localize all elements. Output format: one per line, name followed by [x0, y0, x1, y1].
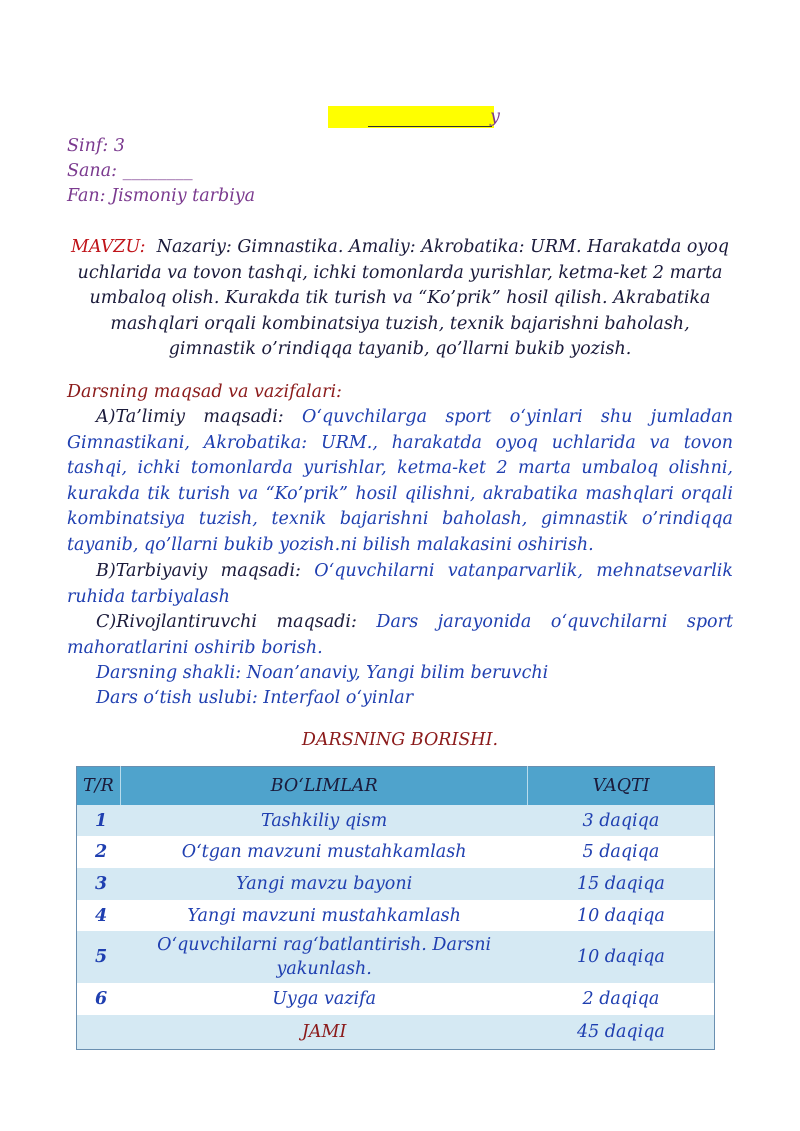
- meta-fan: Fan: Jismoniy tarbiya: [67, 186, 256, 206]
- objective-b-label: B)Tarbiyaviy maqsadi:: [96, 561, 301, 581]
- row-time: 3 daqiqa: [528, 805, 715, 836]
- lesson-form: Darsning shakli: Noan’anaviy, Yangi bilim beruvchi: [96, 663, 549, 683]
- objectives-title: Darsning maqsad va vazifalari:: [67, 382, 342, 402]
- yellow-highlight: [328, 106, 494, 128]
- row-section: Yangi mavzuni mustahkamlash: [120, 900, 527, 931]
- mavzu-label: MAVZU:: [70, 237, 146, 257]
- row-time: 5 daqiqa: [528, 836, 715, 868]
- header-bolimlar: BO‘LIMLAR: [120, 767, 527, 806]
- table-row: [77, 931, 715, 983]
- lesson-plan-table: [76, 766, 715, 1050]
- mavzu-text: Nazariy: Gimnastika. Amaliy: Akrobatika: URM. Harakatda oyoq uchlarida va tovon tashqi, ichki tomonlarda yurishlar, ketma-ket 2 marta umbaloq olish. Kurakda tik turish va “Ko’prik” hosil qilish. Akrabatika mashqlari orqali kombinatsiya tuzish, texnik bajarishni baholash, gimnastik o’rindiqqa tayanib, qo’llarni bukib yozish.: [77, 237, 729, 359]
- row-section: O‘tgan mavzuni mustahkamlash: [120, 836, 527, 868]
- table-row: [77, 868, 715, 900]
- row-number: 1: [77, 805, 121, 836]
- row-time: 10 daqiqa: [528, 931, 715, 983]
- mavzu-paragraph: [67, 235, 733, 363]
- row-section: O‘quvchilarni rag‘batlantirish. Darsni yakunlash.: [120, 931, 527, 983]
- total-label: JAMI: [120, 1015, 527, 1050]
- row-number: 4: [77, 900, 121, 931]
- total-time: 45 daqiqa: [528, 1015, 715, 1050]
- header-vaqti: VAQTI: [528, 767, 715, 806]
- row-time: 15 daqiqa: [528, 868, 715, 900]
- meta-sana: Sana: ________: [67, 161, 193, 181]
- lesson-method: Dars o‘tish uslubi: Interfaol o‘yinlar: [96, 688, 414, 708]
- table-row: [77, 836, 715, 868]
- objective-a: [67, 405, 733, 558]
- total-empty-cell: [77, 1015, 121, 1050]
- row-section: Tashkiliy qism: [120, 805, 527, 836]
- table-header-row: [77, 767, 715, 806]
- meta-sinf: Sinf: 3: [67, 136, 125, 156]
- row-section: Yangi mavzu bayoni: [120, 868, 527, 900]
- objective-c-text: Dars jarayonida o‘quvchilarni sport mahoratlarini oshirib borish.: [67, 612, 733, 658]
- objective-b: [67, 559, 733, 610]
- table-total-row: [77, 1015, 715, 1050]
- row-time: 10 daqiqa: [528, 900, 715, 931]
- row-number: 3: [77, 868, 121, 900]
- row-number: 5: [77, 931, 121, 983]
- header-suffix: y: [490, 107, 500, 127]
- row-number: 6: [77, 983, 121, 1015]
- header-underline: [368, 126, 492, 127]
- objective-b-text: O‘quvchilarni vatanparvarlik, mehnatsevarlik ruhida tarbiyalash: [67, 561, 733, 607]
- table-row: [77, 983, 715, 1015]
- row-number: 2: [77, 836, 121, 868]
- objective-c: [67, 610, 733, 661]
- table-row: [77, 900, 715, 931]
- table-row: [77, 805, 715, 836]
- header-tr: T/R: [77, 767, 121, 806]
- header-line: [328, 106, 528, 132]
- objective-a-text: O‘quvchilarga sport o‘yinlari shu jumladan Gimnastikani, Akrobatika: URM., harakatda oyoq uchlarida va tovon tashqi, ichki tomonlarda yurishlar, ketma-ket 2 marta umbaloq olishni, kurakda tik turish va “Ko’prik” hosil qilishni, akrabatika mashqlari orqali kombinatsiya tuzish, texnik bajarishni baholash, gimnastik o’rindiqqa tayanib, qo’llarni bukib yozish.ni bilish malakasini oshirish.: [67, 407, 734, 555]
- section-title-borishi: DARSNING BORISHI.: [301, 730, 499, 750]
- row-time: 2 daqiqa: [528, 983, 715, 1015]
- objective-a-label: A)Ta’limiy maqsadi:: [96, 407, 284, 427]
- row-section: Uyga vazifa: [120, 983, 527, 1015]
- objective-c-label: C)Rivojlantiruvchi maqsadi:: [96, 612, 357, 632]
